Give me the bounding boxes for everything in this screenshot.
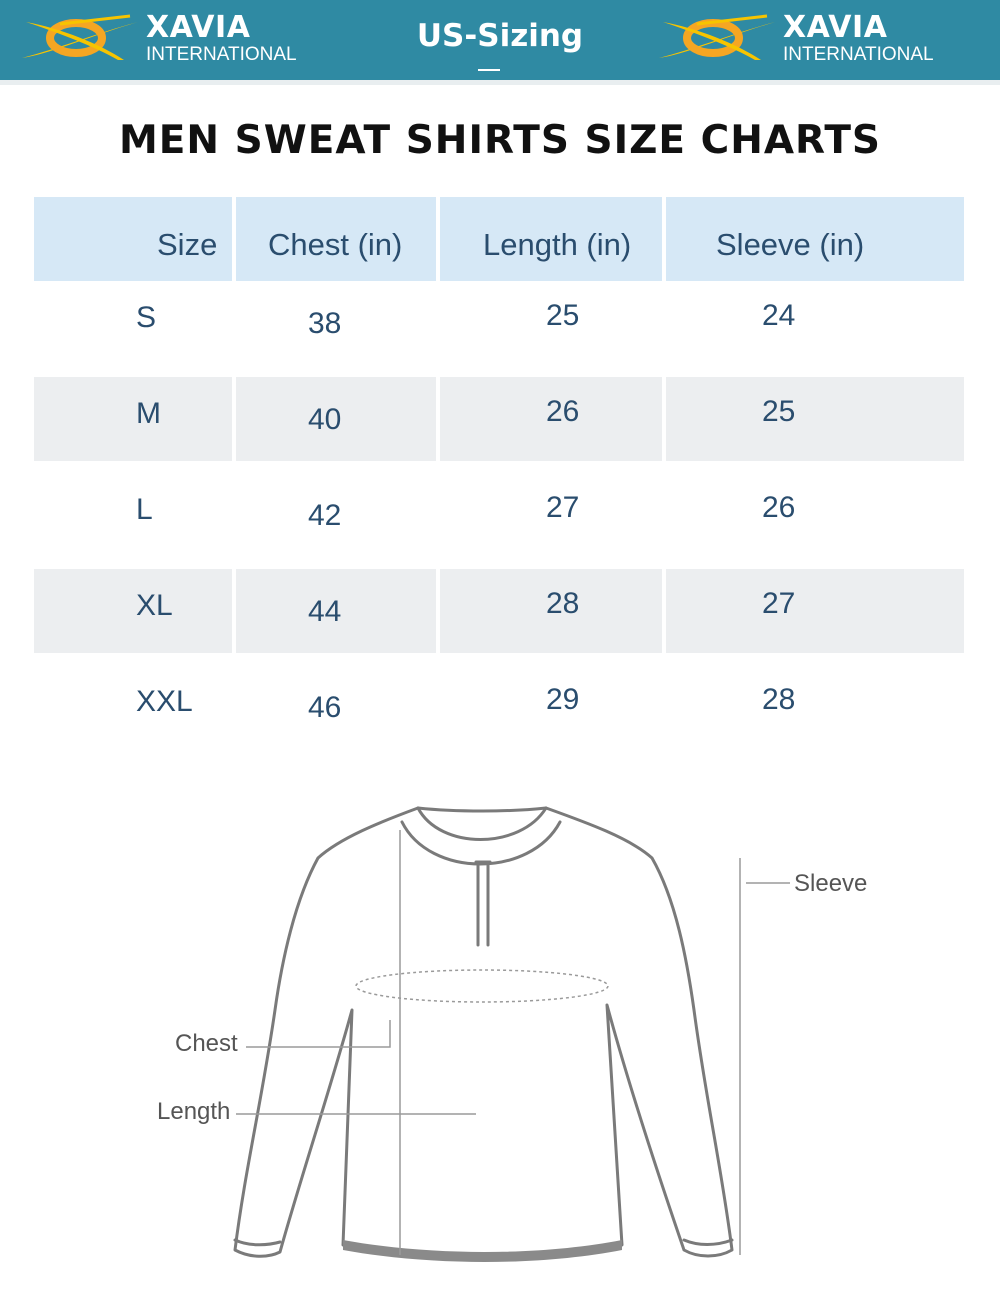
length-label: Length: [157, 1098, 231, 1125]
header-divider: [0, 80, 1000, 85]
page-title: MEN SWEAT SHIRTS SIZE CHARTS: [118, 118, 882, 163]
brand-name: XAVIA: [146, 10, 251, 45]
cell-value: 28: [546, 587, 580, 620]
size-cell: [34, 281, 232, 365]
table-row: [34, 473, 964, 557]
header-label: Size: [157, 227, 218, 262]
header-label: Chest (in): [268, 227, 403, 262]
cell-value: 28: [762, 683, 796, 716]
cell-value: 40: [308, 403, 342, 436]
length-cell: [440, 473, 662, 557]
table-row: [34, 569, 964, 653]
size-cell: [34, 473, 232, 557]
cell-value: S: [136, 301, 157, 334]
sleeve-cell: [666, 281, 964, 365]
size-cell: [34, 377, 232, 461]
chest-cell: [236, 281, 436, 365]
cell-value: 27: [762, 587, 796, 620]
chest-cell: [236, 377, 436, 461]
cell-value: 42: [308, 499, 342, 532]
size-table: [34, 197, 964, 761]
table-body: [34, 281, 964, 749]
brand-name: XAVIA: [783, 10, 888, 45]
header-cell-length: [440, 197, 662, 281]
length-cell: [440, 281, 662, 365]
sizing-underline: [478, 69, 500, 71]
sleeve-cell: [666, 665, 964, 749]
header-label: Length (in): [483, 227, 632, 262]
measurement-diagram: [0, 790, 1000, 1290]
cell-value: L: [136, 493, 153, 526]
length-cell: [440, 569, 662, 653]
chest-cell: [236, 665, 436, 749]
brand-subtitle: INTERNATIONAL: [783, 44, 934, 65]
sweatshirt-outline-icon: [0, 790, 1000, 1290]
sleeve-cell: [666, 377, 964, 461]
length-cell: [440, 665, 662, 749]
cell-value: 25: [546, 299, 580, 332]
cell-value: M: [136, 397, 161, 430]
cell-value: XXL: [136, 685, 193, 718]
table-row: [34, 281, 964, 365]
brand-subtitle: INTERNATIONAL: [146, 44, 297, 65]
chest-cell: [236, 569, 436, 653]
sleeve-cell: [666, 473, 964, 557]
cell-value: XL: [136, 589, 173, 622]
length-cell: [440, 377, 662, 461]
cell-value: 25: [762, 395, 796, 428]
chest-label: Chest: [175, 1030, 238, 1057]
header-cell-sleeve: [666, 197, 964, 281]
xavia-logo-icon: [20, 14, 140, 62]
size-cell: [34, 665, 232, 749]
xavia-logo-icon: [657, 14, 777, 62]
table-row: [34, 377, 964, 461]
cell-value: 26: [546, 395, 580, 428]
table-header-row: [34, 197, 964, 281]
header-cell-size: [34, 197, 232, 281]
size-cell: [34, 569, 232, 653]
cell-value: 38: [308, 307, 342, 340]
cell-value: 29: [546, 683, 580, 716]
cell-value: 24: [762, 299, 796, 332]
cell-value: 27: [546, 491, 580, 524]
sleeve-cell: [666, 569, 964, 653]
cell-value: 26: [762, 491, 796, 524]
sleeve-label: Sleeve: [794, 870, 868, 897]
header-cell-chest: [236, 197, 436, 281]
cell-value: 46: [308, 691, 342, 724]
chest-cell: [236, 473, 436, 557]
header-bar: [0, 0, 1000, 80]
cell-value: 44: [308, 595, 342, 628]
table-row: [34, 665, 964, 749]
header-label: Sleeve (in): [716, 227, 865, 262]
sizing-title: US-Sizing: [416, 18, 584, 54]
